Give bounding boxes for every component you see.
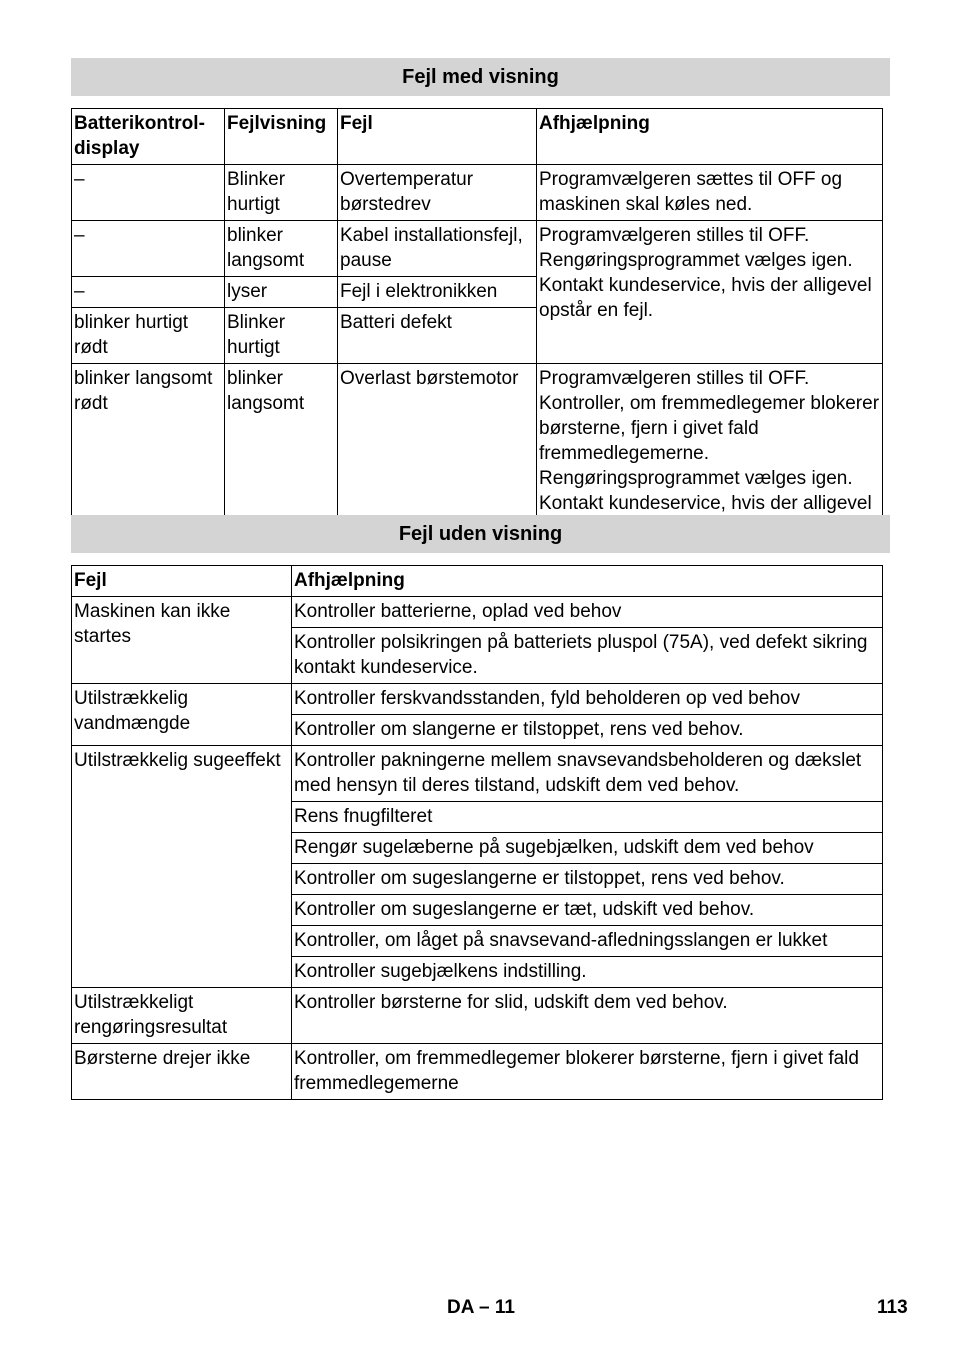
fault-cell: Børsterne drejer ikke (72, 1044, 292, 1100)
table-header-row (72, 109, 883, 165)
display-cell: – (72, 277, 225, 308)
indication-cell: blinker langsomt (225, 221, 338, 277)
remedy-cell: Kontroller pakningerne mellem snavsevandsbeholderen og dækslet med hensyn til deres tilstand, udskift dem ved behov. (292, 746, 883, 802)
table-row (72, 165, 883, 221)
fault-cell: Batteri defekt (338, 308, 537, 364)
fault-cell: Fejl i elektronikken (338, 277, 537, 308)
remedy-cell: Rens fnugfilteret (292, 802, 883, 833)
table-row (72, 746, 883, 802)
display-cell: blinker hurtigt rødt (72, 308, 225, 364)
indication-cell: lyser (225, 277, 338, 308)
indication-cell: Blinker hurtigt (225, 308, 338, 364)
remedy-cell: Programvælgeren sættes til OFF og maskinen skal køles ned. (537, 165, 883, 221)
column-header: Fejlvisning (225, 109, 338, 165)
page-number: 113 (877, 1297, 908, 1318)
fault-no-display-table (71, 565, 883, 1100)
remedy-cell: Kontroller polsikringen på batteriets pluspol (75A), ved defekt sikring kontakt kundeservice. (292, 628, 883, 684)
remedy-cell: Kontroller sugebjælkens indstilling. (292, 957, 883, 988)
indication-cell: Blinker hurtigt (225, 165, 338, 221)
column-header: Batterikontrol-display (72, 109, 225, 165)
remedy-cell: Kontroller om slangerne er tilstoppet, rens ved behov. (292, 715, 883, 746)
display-cell: – (72, 165, 225, 221)
remedy-cell: Programvælgeren stilles til OFF. Kontroller, om fremmedlegemer blokerer børsterne, fjern i givet fald fremmedlegemerne. Rengøringsprogrammet vælges igen. Kontakt kundeservice, hvis der alligevel (537, 364, 883, 545)
remedy-cell: Kontroller, om låget på snavsevand-afledningsslangen er lukket (292, 926, 883, 957)
table-row (72, 221, 883, 277)
table-header-row (72, 566, 883, 597)
fault-cell: Maskinen kan ikke startes (72, 597, 292, 684)
fault-cell: Utilstrækkeligt rengøringsresultat (72, 988, 292, 1044)
remedy-cell: Programvælgeren stilles til OFF. Rengøringsprogrammet vælges igen. Kontakt kundeservice, hvis der alligevel opstår en fejl. (537, 221, 883, 364)
remedy-cell: Kontroller om sugeslangerne er tilstoppet, rens ved behov. (292, 864, 883, 895)
remedy-cell: Kontroller, om fremmedlegemer blokerer børsterne, fjern i givet fald fremmedlegemerne (292, 1044, 883, 1100)
column-header: Fejl (338, 109, 537, 165)
column-header: Afhjælpning (292, 566, 883, 597)
footer-section-label: DA – 11 (447, 1297, 515, 1318)
table-row (72, 684, 883, 715)
table-row (72, 597, 883, 628)
column-header: Fejl (72, 566, 292, 597)
fault-cell: Overtemperatur børstedrev (338, 165, 537, 221)
fault-cell: Utilstrækkelig sugeeffekt (72, 746, 292, 988)
fault-display-table (71, 108, 883, 545)
display-cell: blinker langsomt rødt (72, 364, 225, 545)
section-title-fejl-uden-visning: Fejl uden visning (71, 515, 890, 553)
remedy-cell: Kontroller om sugeslangerne er tæt, udskift ved behov. (292, 895, 883, 926)
fault-cell: Overlast børstemotor (338, 364, 537, 545)
indication-cell: blinker langsomt (225, 364, 338, 545)
remedy-cell: Rengør sugelæberne på sugebjælken, udskift dem ved behov (292, 833, 883, 864)
table-row (72, 988, 883, 1044)
remedy-cell: Kontroller batterierne, oplad ved behov (292, 597, 883, 628)
fault-cell: Kabel installationsfejl, pause (338, 221, 537, 277)
remedy-cell: Kontroller ferskvandsstanden, fyld beholderen op ved behov (292, 684, 883, 715)
remedy-cell: Kontroller børsterne for slid, udskift dem ved behov. (292, 988, 883, 1044)
display-cell: – (72, 221, 225, 277)
column-header: Afhjælpning (537, 109, 883, 165)
fault-cell: Utilstrækkelig vandmængde (72, 684, 292, 746)
table-row (72, 1044, 883, 1100)
section-title-fejl-med-visning: Fejl med visning (71, 58, 890, 96)
